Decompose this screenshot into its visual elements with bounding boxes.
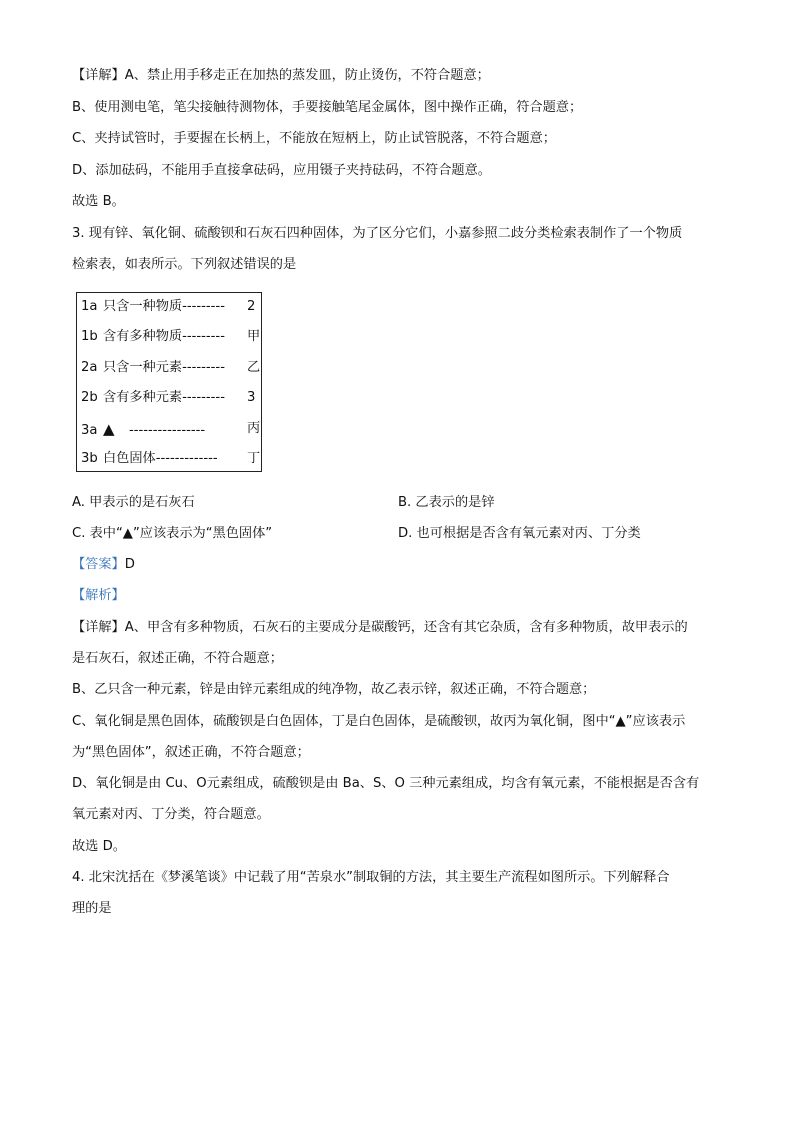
answer <box>72 555 135 575</box>
detail-line: C、氧化铜是黑色固体，硫酸钡是白色固体，丁是白色固体，是硫酸钡，故丙为氧化铜，图中“▲”应该表示 <box>72 714 686 729</box>
detail-line: 氧元素对丙、丁分类，符合题意。 <box>72 807 270 822</box>
question-4-stem-cont: 理的是 <box>72 901 112 916</box>
detail-line: B、使用测电笔，笔尖接触待测物体，手要接触笔尾金属体，图中操作正确，符合题意； <box>72 100 583 115</box>
question-3-stem: 3. 现有锌、氧化铜、硫酸钡和石灰石四种固体，为了区分它们，小嘉参照二歧分类检索表制作了一个物质 <box>72 226 683 241</box>
triangle-placeholder-icon: ▲ <box>103 420 115 438</box>
option-b: B. 乙表示的是锌 <box>398 495 495 510</box>
option-c: C. 表中“▲”应该表示为“黑色固体” <box>72 526 273 541</box>
detail-line: B、乙只含一种元素，锌是由锌元素组成的纯净物，故乙表示锌，叙述正确，不符合题意； <box>72 682 596 697</box>
key-row-2a: 2a 只含一种元素--------- 乙 <box>81 360 261 375</box>
analysis-label: 【解析】 <box>72 588 125 603</box>
detail-label: 【详解】 <box>72 68 125 83</box>
option-d: D. 也可根据是否含有氧元素对丙、丁分类 <box>398 526 641 541</box>
detail-line: 为“黑色固体”，叙述正确，不符合题意； <box>72 745 310 760</box>
detail-line: D、氧化铜是由 Cu、O元素组成，硫酸钡是由 Ba、S、O 三种元素组成，均含有氧元素，不能根据是否含有 <box>72 776 700 791</box>
classification-key-table <box>76 292 262 472</box>
detail-paragraph-1: 【详解】A、禁止用手移走正在加热的蒸发皿，防止烫伤，不符合题意； <box>72 68 490 83</box>
key-row-1b: 1b 含有多种物质--------- 甲 <box>81 329 261 344</box>
question-4-stem: 4. 北宋沈括在《梦溪笔谈》中记载了用“苦泉水”制取铜的方法，其主要生产流程如图所示。下列解释合 <box>72 870 670 885</box>
detail-paragraph-q3: 【详解】A、甲含有多种物质，石灰石的主要成分是碳酸钙，还含有其它杂质，含有多种物质，故甲表示的 <box>72 620 688 635</box>
answer-value: D <box>124 557 135 572</box>
key-row-3b: 3b 白色固体------------- 丁 <box>81 451 261 466</box>
detail-line: D、添加砝码，不能用手直接拿砝码，应用镊子夹持砝码，不符合题意。 <box>72 163 491 178</box>
detail-line: C、夹持试管时，手要握在长柄上，不能放在短柄上，防止试管脱落，不符合题意； <box>72 131 556 146</box>
key-row-3a: 3a ▲ ---------------- 丙 <box>81 420 261 438</box>
answer-label: 【答案】 <box>72 557 125 572</box>
detail-line: 是石灰石，叙述正确，不符合题意； <box>72 651 283 666</box>
conclusion: 故选 B。 <box>72 194 125 209</box>
question-3-stem-cont: 检索表，如表所示。下列叙述错误的是 <box>72 257 297 272</box>
detail-label: 【详解】 <box>72 620 125 635</box>
key-row-1a: 1a 只含一种物质--------- 2 <box>81 299 256 314</box>
conclusion: 故选 D。 <box>72 839 126 854</box>
key-row-2b: 2b 含有多种元素--------- 3 <box>81 390 256 405</box>
option-a: A. 甲表示的是石灰石 <box>72 495 195 510</box>
